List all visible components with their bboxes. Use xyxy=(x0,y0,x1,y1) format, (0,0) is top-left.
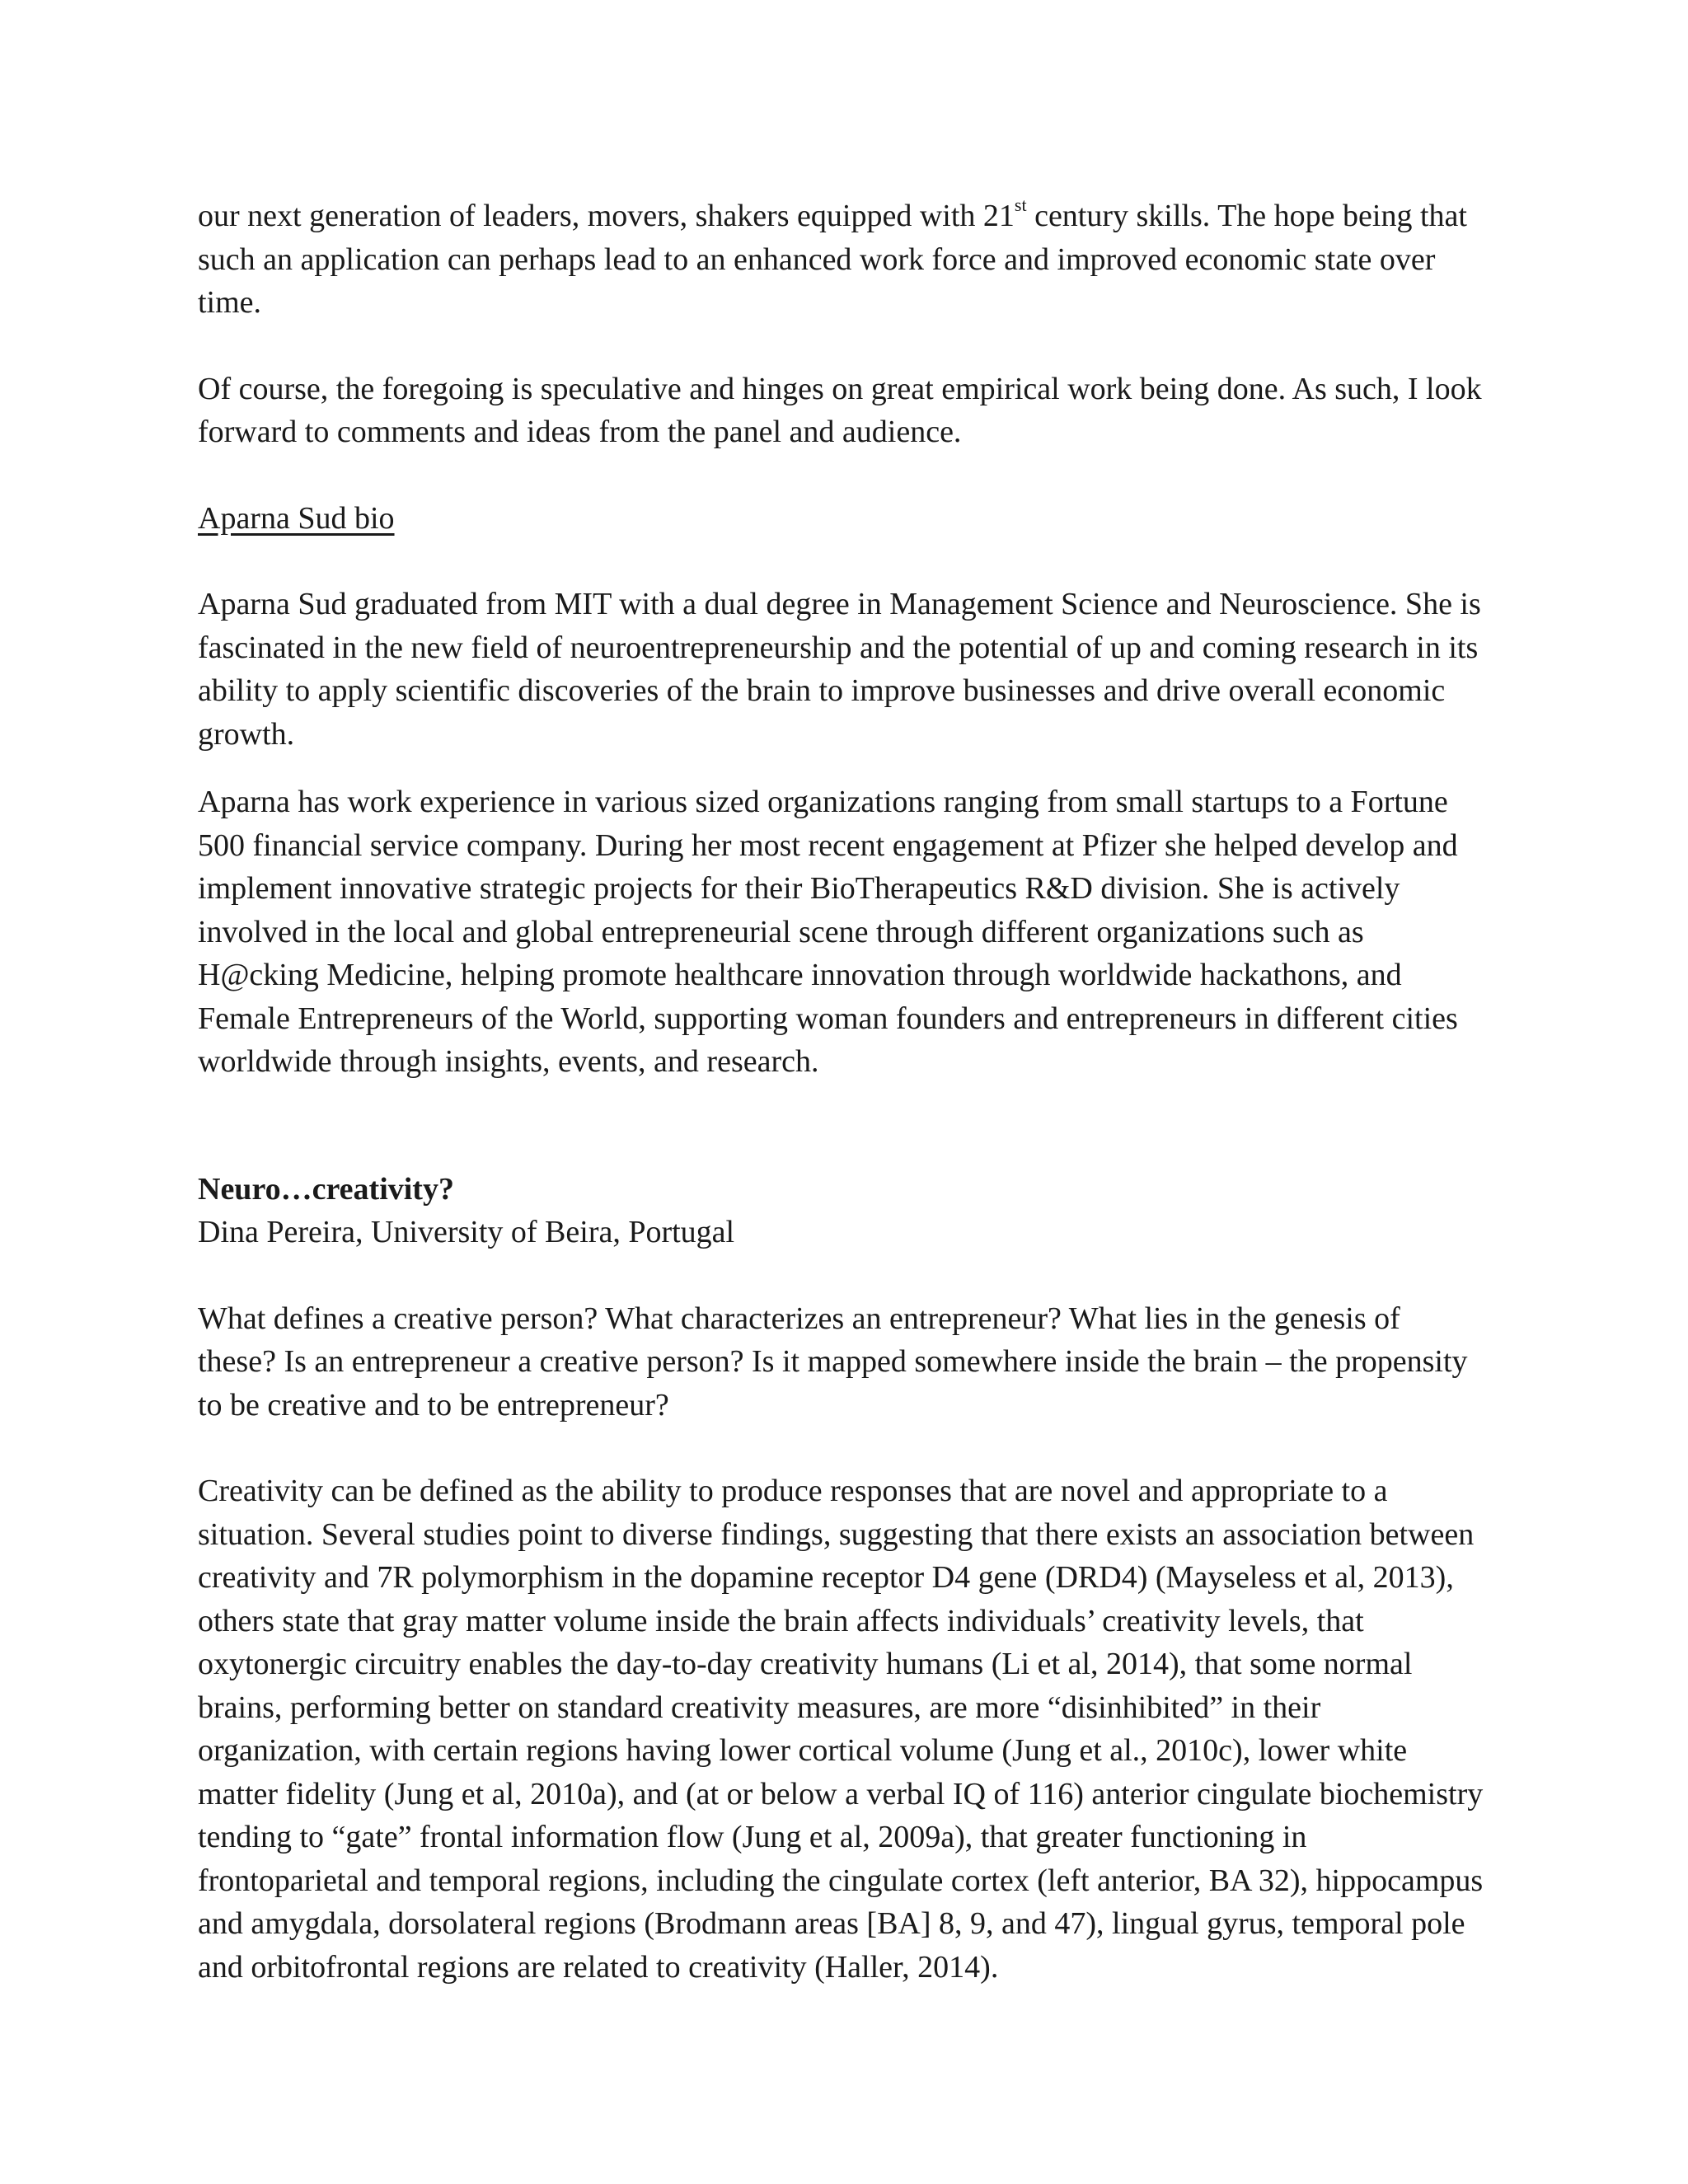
bio-paragraph-1: Aparna Sud graduated from MIT with a dual degree in Management Science and Neuroscience. She is fascinated in the new field of neuroentrepreneurship and the potential of up and coming research in its ability to apply scientific discoveries of the brain to improve businesses and drive overall economic growth. xyxy=(198,587,1481,752)
paragraph-intro-text-b: century skills. The hope being that such an application can perhaps lead to an enhanced work force and improved economic state over time. xyxy=(198,199,1467,320)
section-paragraph-2: Creativity can be defined as the ability to produce responses that are novel and appropriate to a situation. Several studies point to diverse findings, suggesting that there exists an association between creativity and 7R polymorphism in the dopamine receptor D4 gene (DRD4) (Mayseless et al, 2013), others state that gray matter volume inside the brain affects individuals’ creativity levels, that oxytonergic circuitry enables the day-to-day creativity humans (Li et al, 2014), that some normal brains, performing better on standard creativity measures, are more “disinhibited” in their organization, with certain regions having lower cortical volume (Jung et al., 2010c), lower white matter fidelity (Jung et al, 2010a), and (at or below a verbal IQ of 116) anterior cingulate biochemistry tending to “gate” frontal information flow (Jung et al, 2009a), that greater functioning in frontoparietal and temporal regions, including the cingulate cortex (left anterior, BA 32), hippocampus and amygdala, dorsolateral regions (Brodmann areas [BA] 8, 9, and 47), lingual gyrus, temporal pole and orbitofrontal regions are related to creativity (Haller, 2014). xyxy=(198,1474,1484,1985)
superscript-st: st xyxy=(1014,194,1027,216)
paragraph-intro-text-a: our next generation of leaders, movers, shakers equipped with 21 xyxy=(198,199,1015,233)
bio-heading: Aparna Sud bio xyxy=(198,500,395,536)
bio-paragraph-2: Aparna has work experience in various sized organizations ranging from small startups to a Fortune 500 financial service company. During her most recent engagement at Pfizer she helped develop and implement innovative strategic projects for their BioTherapeutics R&D division. She is actively involved in the local and global entrepreneurial scene through different organizations such as H@cking Medicine, helping promote healthcare innovation through worldwide hackathons, and Female Entrepreneurs of the World, supporting woman founders and entrepreneurs in different cities worldwide through insights, events, and research. xyxy=(198,785,1458,1079)
paragraph-intro xyxy=(198,194,1484,325)
section-author: Dina Pereira, University of Beira, Portugal xyxy=(198,1215,735,1249)
document-page xyxy=(198,194,1484,1989)
section-title: Neuro…creativity? xyxy=(198,1171,454,1207)
paragraph-speculative: Of course, the foregoing is speculative and hinges on great empirical work being done. As such, I look forward to comments and ideas from the panel and audience. xyxy=(198,371,1482,449)
section-paragraph-1: What defines a creative person? What characterizes an entrepreneur? What lies in the genesis of these? Is an entrepreneur a creative person? Is it mapped somewhere inside the brain – the propensity to be creative and to be entrepreneur? xyxy=(198,1301,1468,1422)
